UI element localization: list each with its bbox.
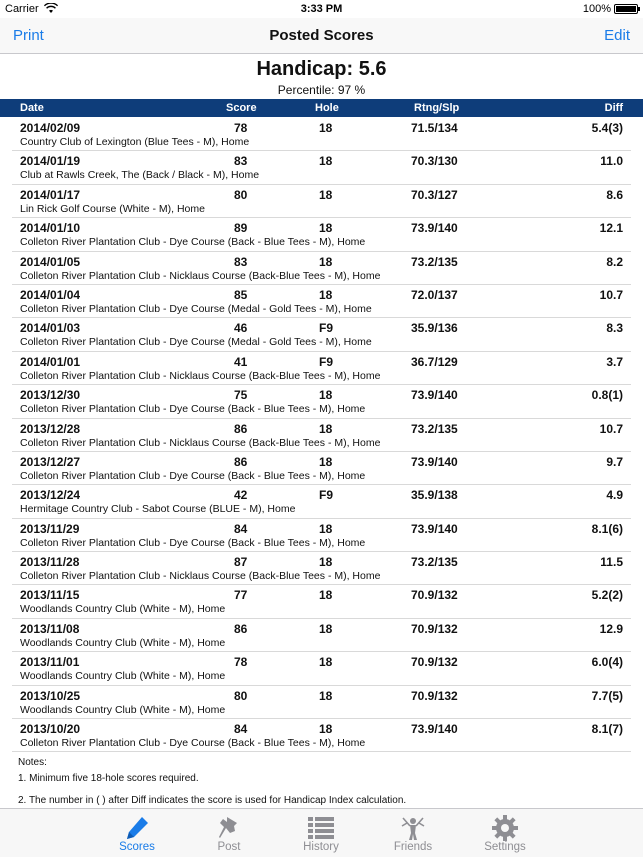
list-icon bbox=[307, 814, 335, 842]
score-row[interactable] bbox=[12, 419, 631, 452]
score-differential: 8.3 bbox=[606, 321, 623, 336]
score-rating-slope: 73.2/135 bbox=[411, 421, 458, 436]
score-holes: 18 bbox=[319, 421, 333, 436]
score-row[interactable] bbox=[12, 519, 631, 552]
battery-icon bbox=[614, 4, 638, 14]
score-holes: 18 bbox=[319, 388, 333, 403]
score-value: 83 bbox=[234, 154, 248, 169]
score-row[interactable] bbox=[12, 352, 631, 385]
note-item: 2. The number in ( ) after Diff indicates the score is used for Handicap Index calculation. bbox=[18, 795, 407, 806]
tab-label: History bbox=[303, 841, 339, 853]
score-rating-slope: 70.9/132 bbox=[411, 655, 458, 670]
pencil-icon bbox=[123, 814, 151, 842]
score-differential: 9.7 bbox=[606, 454, 623, 469]
score-course: Woodlands Country Club (White - M), Home bbox=[20, 636, 226, 649]
column-rating: Rtng/Slp bbox=[414, 102, 460, 114]
carrier-label: Carrier bbox=[5, 3, 39, 15]
tab-scores[interactable] bbox=[87, 809, 187, 857]
score-rating-slope: 35.9/138 bbox=[411, 488, 458, 503]
score-date: 2013/12/24 bbox=[20, 488, 81, 503]
score-course: Colleton River Plantation Club - Dye Course (Back - Blue Tees - M), Home bbox=[20, 536, 366, 549]
score-date: 2014/01/01 bbox=[20, 354, 81, 369]
score-row[interactable] bbox=[12, 619, 631, 652]
score-holes: 18 bbox=[319, 588, 333, 603]
score-holes: F9 bbox=[319, 488, 334, 503]
score-date: 2013/11/15 bbox=[20, 588, 80, 603]
score-row[interactable] bbox=[12, 285, 631, 318]
score-differential: 8.6 bbox=[606, 187, 623, 202]
column-score: Score bbox=[226, 102, 257, 114]
score-holes: 18 bbox=[319, 521, 333, 536]
score-list bbox=[0, 118, 643, 752]
score-rating-slope: 72.0/137 bbox=[411, 287, 458, 302]
score-row[interactable] bbox=[12, 652, 631, 685]
score-row[interactable] bbox=[12, 552, 631, 585]
score-course: Country Club of Lexington (Blue Tees - M), Home bbox=[20, 136, 250, 148]
score-holes: 18 bbox=[319, 254, 333, 269]
tab-label: Scores bbox=[119, 841, 155, 853]
pushpin-icon bbox=[215, 814, 243, 842]
score-course: Colleton River Plantation Club - Dye Course (Back - Blue Tees - M), Home bbox=[20, 236, 366, 249]
score-differential: 5.2(2) bbox=[591, 588, 623, 603]
score-differential: 7.7(5) bbox=[591, 688, 623, 703]
score-holes: F9 bbox=[319, 354, 334, 369]
score-differential: 8.2 bbox=[606, 254, 623, 269]
score-date: 2014/01/17 bbox=[20, 187, 81, 202]
score-rating-slope: 70.9/132 bbox=[411, 621, 458, 636]
score-date: 2013/11/28 bbox=[20, 555, 80, 570]
tab-label: Settings bbox=[484, 841, 526, 853]
tab-bar bbox=[0, 808, 643, 857]
score-value: 78 bbox=[234, 655, 248, 670]
score-course: Colleton River Plantation Club - Dye Course (Back - Blue Tees - M), Home bbox=[20, 737, 366, 750]
notes-title: Notes: bbox=[18, 757, 47, 768]
score-rating-slope: 73.2/135 bbox=[411, 555, 458, 570]
column-diff: Diff bbox=[604, 102, 623, 114]
column-hole: Hole bbox=[315, 102, 339, 114]
score-rating-slope: 73.9/140 bbox=[411, 722, 458, 737]
score-date: 2014/01/03 bbox=[20, 321, 81, 336]
score-differential: 10.7 bbox=[599, 421, 623, 436]
score-course: Woodlands Country Club (White - M), Home bbox=[20, 703, 226, 716]
tab-label: Friends bbox=[393, 841, 433, 853]
score-row[interactable] bbox=[12, 151, 631, 184]
score-value: 87 bbox=[234, 555, 248, 570]
score-value: 77 bbox=[234, 588, 248, 603]
score-differential: 10.7 bbox=[599, 287, 623, 302]
edit-button[interactable]: Edit bbox=[604, 27, 630, 44]
score-differential: 4.9 bbox=[606, 488, 623, 503]
score-value: 84 bbox=[234, 722, 248, 737]
score-course: Colleton River Plantation Club - Dye Course (Back - Blue Tees - M), Home bbox=[20, 403, 366, 416]
score-value: 84 bbox=[234, 521, 248, 536]
tab-friends[interactable] bbox=[363, 809, 463, 857]
score-differential: 3.7 bbox=[606, 354, 623, 369]
score-holes: 18 bbox=[319, 454, 333, 469]
score-row[interactable] bbox=[12, 218, 631, 251]
score-rating-slope: 35.9/136 bbox=[411, 321, 458, 336]
score-rating-slope: 36.7/129 bbox=[411, 354, 458, 369]
score-value: 86 bbox=[234, 454, 248, 469]
gear-icon bbox=[491, 814, 519, 842]
score-course: Colleton River Plantation Club - Nicklaus Course (Back-Blue Tees - M), Home bbox=[20, 436, 381, 449]
score-row[interactable] bbox=[12, 318, 631, 351]
score-value: 83 bbox=[234, 254, 248, 269]
score-value: 75 bbox=[234, 388, 248, 403]
score-differential: 11.0 bbox=[600, 154, 623, 169]
tab-history[interactable] bbox=[271, 809, 371, 857]
tab-settings[interactable] bbox=[455, 809, 555, 857]
score-value: 46 bbox=[234, 321, 248, 336]
score-holes: 18 bbox=[319, 722, 333, 737]
score-value: 86 bbox=[234, 421, 248, 436]
score-row[interactable] bbox=[12, 719, 631, 752]
score-differential: 12.9 bbox=[599, 621, 623, 636]
score-differential: 0.8(1) bbox=[591, 388, 623, 403]
score-rating-slope: 71.5/134 bbox=[411, 121, 458, 135]
score-date: 2013/12/28 bbox=[20, 421, 81, 436]
score-differential: 8.1(6) bbox=[591, 521, 623, 536]
score-rating-slope: 70.9/132 bbox=[411, 588, 458, 603]
score-date: 2014/01/19 bbox=[20, 154, 81, 169]
score-course: Woodlands Country Club (White - M), Home bbox=[20, 603, 226, 616]
nav-bar bbox=[0, 18, 643, 54]
score-holes: 18 bbox=[319, 621, 333, 636]
score-differential: 11.5 bbox=[600, 555, 623, 570]
score-holes: 18 bbox=[319, 221, 333, 236]
score-row[interactable] bbox=[12, 485, 631, 518]
score-differential: 8.1(7) bbox=[591, 722, 623, 737]
score-rating-slope: 70.3/127 bbox=[411, 187, 458, 202]
score-course: Colleton River Plantation Club - Nicklaus Course (Back-Blue Tees - M), Home bbox=[20, 269, 381, 282]
score-date: 2014/01/04 bbox=[20, 287, 81, 302]
score-differential: 5.4(3) bbox=[591, 121, 623, 135]
score-value: 42 bbox=[234, 488, 248, 503]
score-holes: 18 bbox=[319, 688, 333, 703]
score-course: Colleton River Plantation Club - Dye Course (Back - Blue Tees - M), Home bbox=[20, 469, 366, 482]
score-course: Colleton River Plantation Club - Dye Course (Medal - Gold Tees - M), Home bbox=[20, 302, 372, 315]
score-date: 2014/01/10 bbox=[20, 221, 81, 236]
clock: 3:33 PM bbox=[300, 3, 343, 15]
note-item: 1. Minimum five 18-hole scores required. bbox=[18, 773, 199, 784]
score-row[interactable] bbox=[12, 252, 631, 285]
score-holes: 18 bbox=[319, 121, 333, 135]
score-rating-slope: 70.3/130 bbox=[411, 154, 458, 169]
score-holes: 18 bbox=[319, 655, 333, 670]
score-rating-slope: 73.9/140 bbox=[411, 221, 458, 236]
score-row[interactable] bbox=[12, 585, 631, 618]
score-rating-slope: 73.9/140 bbox=[411, 388, 458, 403]
score-row[interactable] bbox=[12, 452, 631, 485]
score-date: 2013/10/20 bbox=[20, 722, 81, 737]
score-date: 2013/11/08 bbox=[20, 621, 80, 636]
score-course: Colleton River Plantation Club - Nicklaus Course (Back-Blue Tees - M), Home bbox=[20, 570, 381, 583]
score-date: 2013/10/25 bbox=[20, 688, 81, 703]
score-rating-slope: 73.9/140 bbox=[411, 521, 458, 536]
tab-label: Post bbox=[217, 841, 241, 853]
score-value: 78 bbox=[234, 121, 248, 135]
score-course: Lin Rick Golf Course (White - M), Home bbox=[20, 202, 205, 215]
score-date: 2013/12/30 bbox=[20, 388, 81, 403]
score-date: 2014/02/09 bbox=[20, 121, 81, 135]
score-value: 41 bbox=[234, 354, 248, 369]
score-value: 80 bbox=[234, 688, 248, 703]
score-value: 85 bbox=[234, 287, 248, 302]
column-header bbox=[0, 99, 643, 117]
score-differential: 6.0(4) bbox=[591, 655, 623, 670]
score-date: 2014/01/05 bbox=[20, 254, 81, 269]
score-value: 80 bbox=[234, 187, 248, 202]
handicap-value: Handicap: 5.6 bbox=[256, 58, 387, 80]
friends-icon bbox=[399, 814, 427, 842]
score-rating-slope: 70.9/132 bbox=[411, 688, 458, 703]
score-holes: 18 bbox=[319, 187, 333, 202]
score-date: 2013/11/29 bbox=[20, 521, 80, 536]
score-course: Colleton River Plantation Club - Nicklaus Course (Back-Blue Tees - M), Home bbox=[20, 369, 381, 382]
score-row[interactable] bbox=[12, 185, 631, 218]
score-course: Club at Rawls Creek, The (Back / Black - M), Home bbox=[20, 169, 260, 182]
battery-percent: 100% bbox=[582, 3, 611, 15]
score-row[interactable] bbox=[12, 385, 631, 418]
score-course: Colleton River Plantation Club - Dye Course (Medal - Gold Tees - M), Home bbox=[20, 336, 372, 349]
score-value: 89 bbox=[234, 221, 248, 236]
score-differential: 12.1 bbox=[599, 221, 623, 236]
score-holes: F9 bbox=[319, 321, 334, 336]
column-date: Date bbox=[20, 102, 44, 114]
score-rating-slope: 73.2/135 bbox=[411, 254, 458, 269]
score-holes: 18 bbox=[319, 555, 333, 570]
page-title: Posted Scores bbox=[269, 27, 374, 44]
score-date: 2013/12/27 bbox=[20, 454, 81, 469]
score-date: 2013/11/01 bbox=[20, 655, 80, 670]
score-holes: 18 bbox=[319, 154, 333, 169]
status-bar bbox=[0, 0, 643, 18]
score-course: Hermitage Country Club - Sabot Course (BLUE - M), Home bbox=[20, 503, 296, 516]
score-value: 86 bbox=[234, 621, 248, 636]
score-row[interactable] bbox=[12, 686, 631, 719]
score-row[interactable] bbox=[12, 118, 631, 151]
print-button[interactable]: Print bbox=[13, 27, 44, 44]
tab-post[interactable] bbox=[179, 809, 279, 857]
score-course: Woodlands Country Club (White - M), Home bbox=[20, 670, 226, 683]
score-holes: 18 bbox=[319, 287, 333, 302]
score-rating-slope: 73.9/140 bbox=[411, 454, 458, 469]
percentile-value: Percentile: 97 % bbox=[277, 83, 366, 97]
